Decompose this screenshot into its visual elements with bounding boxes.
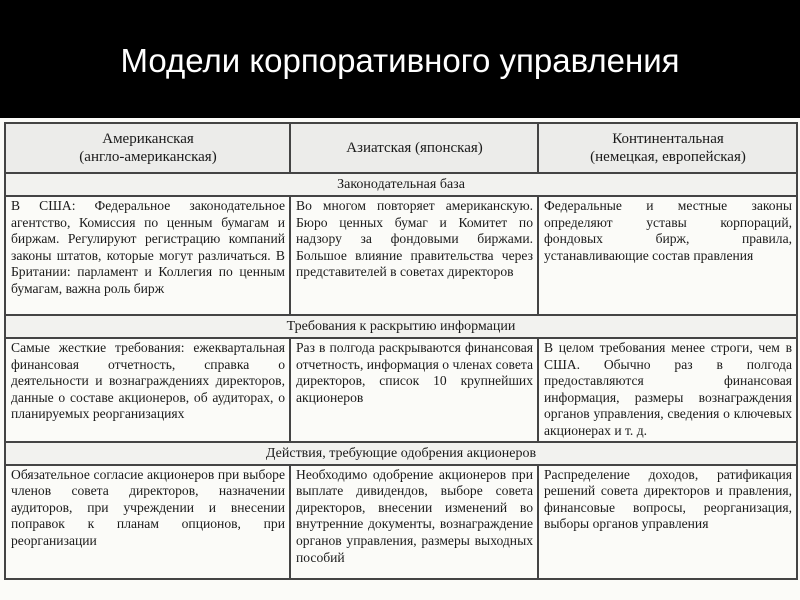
header-continental-line1: Континентальная	[612, 131, 724, 147]
section-row-legislation	[5, 173, 797, 196]
header-asian-line1: Азиатская (японская)	[346, 140, 483, 156]
header-continental-line2: (немецкая, европейская)	[590, 149, 746, 165]
cell-asian-legislation: Во многом повторяет американскую. Бюро ценных бумаг и Комитет по надзору за фондовыми биржами. Большое влияние правительства через представителей в советах директоров	[290, 196, 538, 315]
header-american-line1: Американская	[102, 131, 194, 147]
slide-title: Модели корпоративного управления	[120, 42, 680, 79]
cell-continental-legislation: Федеральные и местные законы определяют уставы корпораций, фондовых бирж, правила, устанавливающие состав правления	[538, 196, 797, 315]
cell-american-approval: Обязательное согласие акционеров при выборе членов совета директоров, назначении аудиторов, при учреждении и внесении поправок к планам опционов, при реорганизации	[5, 465, 290, 579]
cell-continental-approval: Распределение доходов, ратификация решений совета директоров и правления, финансовые вопросы, реорганизация, выборы органов управления	[538, 465, 797, 579]
header-asian	[290, 123, 538, 173]
header-row	[5, 123, 797, 173]
section-title-shareholder-approval: Действия, требующие одобрения акционеров	[5, 442, 797, 465]
section-title-legislation: Законодательная база	[5, 173, 797, 196]
cell-asian-approval: Необходимо одобрение акционеров при выплате дивидендов, выборе совета директоров, внесении изменений во внутренние документы, вознаграждение органов управления, размеры выходных пособий	[290, 465, 538, 579]
corporate-governance-models-table	[4, 122, 798, 580]
section-title-disclosure: Требования к раскрытию информации	[5, 315, 797, 338]
cell-continental-disclosure: В целом требования менее строги, чем в США. Обычно раз в полгода предоставляются финансовая информация, размеры вознаграждения органов управления, сведения о ключевых акционерах и т. д.	[538, 338, 797, 442]
section-row-shareholder-approval	[5, 442, 797, 465]
cell-american-legislation: В США: Федеральное законодательное агентство, Комиссия по ценным бумагам и биржам. Регулируют регистрацию компаний законы штатов, которые могут различаться. В Британии: парламент и Коллегия по ценным бумагам, важна роль бирж	[5, 196, 290, 315]
table-row	[5, 196, 797, 315]
cell-asian-disclosure: Раз в полгода раскрываются финансовая отчетность, информация о членах совета директоров, список 10 крупнейших акционеров	[290, 338, 538, 442]
section-row-disclosure	[5, 315, 797, 338]
header-american	[5, 123, 290, 173]
table-row	[5, 465, 797, 579]
cell-american-disclosure: Самые жесткие требования: ежеквартальная финансовая отчетность, справка о деятельности и вознаграждениях директоров, данные о составе акционеров, об аудиторах, о планируемых реорганизациях	[5, 338, 290, 442]
header-continental	[538, 123, 797, 173]
scanned-table-page	[0, 118, 800, 600]
header-american-line2: (англо-американская)	[79, 149, 217, 165]
table-row	[5, 338, 797, 442]
